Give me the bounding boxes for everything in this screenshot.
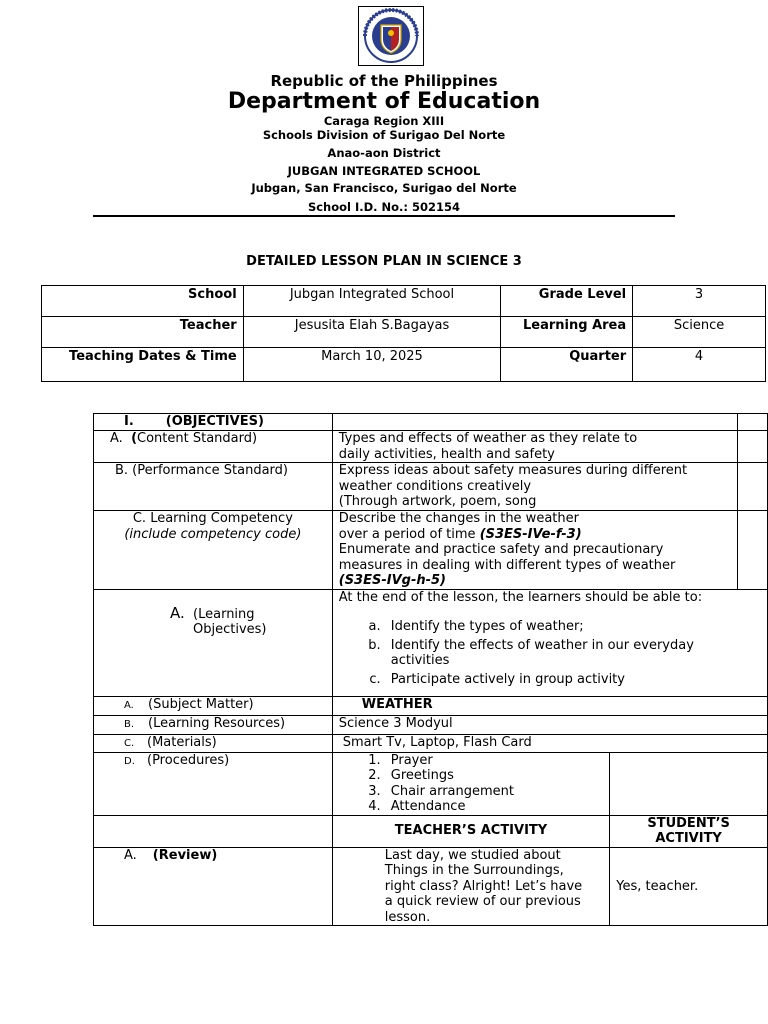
table-row <box>94 589 768 696</box>
competency-code: (S3ES-IVe-f-3) <box>479 526 582 542</box>
competency-code: (S3ES-IVg-h-5) <box>338 573 446 588</box>
content-line: daily activities, health and safety <box>338 446 555 462</box>
teacher-label: Teacher <box>42 317 244 348</box>
table-row <box>94 847 768 926</box>
learning-resources-value: Science 3 Modyul <box>332 715 767 734</box>
division-line: Schools Division of Surigao Del Norte <box>262 128 506 142</box>
school-value: Jubgan Integrated School <box>243 286 501 317</box>
review-teacher-activity: Last day, we studied about Things in the Surroundings, right class? Alright! Let’s have a quick review of our previous lesson. <box>332 847 609 926</box>
address-line: Jubgan, San Francisco, Surigao del Norte <box>251 181 517 195</box>
review-student-activity: Yes, teacher. <box>610 847 768 926</box>
student-activity-header: STUDENT’S ACTIVITY <box>610 815 768 847</box>
activity-header-blank <box>94 815 333 847</box>
deped-seal <box>358 6 424 66</box>
quarter-label: Quarter <box>501 348 633 382</box>
list-item: b. Identify the effects of weather in our everyday activities <box>385 638 741 669</box>
table-row <box>42 317 766 348</box>
procedures-list <box>339 753 603 815</box>
list-item: 4. Attendance <box>385 799 603 815</box>
subject-matter-value: WEATHER <box>332 696 767 715</box>
list-item: a. Identify the types of weather; <box>385 619 741 635</box>
content-line: Types and effects of weather as they relate to <box>338 431 638 446</box>
side-cell <box>738 511 768 590</box>
quarter-value: 4 <box>633 348 766 382</box>
side-cell <box>738 414 768 431</box>
list-item: 2. Greetings <box>385 768 603 784</box>
dates-label: Teaching Dates & Time <box>42 348 244 382</box>
lesson-info-table <box>41 285 766 382</box>
list-item: 3. Chair arrangement <box>385 784 603 800</box>
objectives-heading <box>94 414 333 431</box>
table-row <box>94 696 768 715</box>
content-letter: A. <box>110 431 123 446</box>
learning-resources-label: B. (Learning Resources) <box>94 715 333 734</box>
deped-seal-icon <box>359 7 423 65</box>
lo-letter: A. <box>170 603 185 622</box>
lo-label: Objectives) <box>193 622 267 637</box>
lo-label: (Learning <box>193 606 255 622</box>
competency-line: measures in dealing with different types of weather <box>338 557 676 573</box>
school-name-line: JUBGAN INTEGRATED SCHOOL <box>287 164 481 178</box>
teacher-value: Jesusita Elah S.Bagayas <box>243 317 501 348</box>
table-row <box>94 511 768 590</box>
content-label: Content Standard) <box>137 431 258 446</box>
list-item: 1. Prayer <box>385 753 603 769</box>
review-label: A. (Review) <box>94 847 333 926</box>
table-row <box>94 463 768 511</box>
header-divider <box>93 215 675 217</box>
objectives-blank <box>332 414 737 431</box>
republic-line: Republic of the Philippines <box>270 72 498 90</box>
table-row <box>42 286 766 317</box>
performance-line: (Through artwork, poem, song <box>338 494 537 509</box>
learning-area-value: Science <box>633 317 766 348</box>
performance-standard-label: B. (Performance Standard) <box>94 463 333 511</box>
procedures-label: D. (Procedures) <box>94 752 333 815</box>
district-line: Anao-aon District <box>327 146 441 160</box>
materials-label: C. (Materials) <box>94 734 333 752</box>
objectives-number: I. <box>124 414 134 429</box>
table-row <box>94 734 768 752</box>
competency-label-cell <box>94 511 333 590</box>
procedures-blank <box>610 752 768 815</box>
competency-line: Enumerate and practice safety and precautionary <box>338 542 664 557</box>
table-row <box>94 752 768 815</box>
table-row <box>94 414 768 431</box>
side-cell <box>738 463 768 511</box>
school-id-line: School I.D. No.: 502154 <box>307 200 461 214</box>
dates-value: March 10, 2025 <box>243 348 501 382</box>
region-line: Caraga Region XIII <box>323 114 445 128</box>
content-standard-value <box>332 431 737 463</box>
competency-label: C. Learning Competency <box>132 511 293 526</box>
content-paren: ( <box>131 431 138 446</box>
competency-value <box>332 511 737 590</box>
list-item: c. Participate actively in group activity <box>385 672 741 688</box>
subject-matter-label: A. (Subject Matter) <box>94 696 333 715</box>
department-title: Department of Education <box>227 89 541 114</box>
learning-objectives-label <box>94 589 333 696</box>
table-row <box>94 431 768 463</box>
table-row <box>94 815 768 847</box>
grade-level-label: Grade Level <box>501 286 633 317</box>
school-label: School <box>42 286 244 317</box>
competency-line <box>339 573 731 589</box>
lesson-plan-table <box>93 413 768 926</box>
table-row <box>42 348 766 382</box>
competency-line: over a period of time (S3ES-IVe-f-3) <box>338 526 582 542</box>
materials-value: Smart Tv, Laptop, Flash Card <box>332 734 767 752</box>
lo-list <box>339 619 761 687</box>
learning-area-label: Learning Area <box>501 317 633 348</box>
content-standard-label <box>94 431 333 463</box>
performance-line: Express ideas about safety measures during different <box>338 463 688 478</box>
side-cell <box>738 431 768 463</box>
objectives-label: (OBJECTIVES) <box>165 414 264 429</box>
teacher-activity-header: TEACHER’S ACTIVITY <box>332 815 609 847</box>
performance-standard-value <box>332 463 737 511</box>
grade-level-value: 3 <box>633 286 766 317</box>
lo-intro: At the end of the lesson, the learners should be able to: <box>338 589 703 605</box>
competency-line: Describe the changes in the weather <box>338 511 579 526</box>
table-row <box>94 715 768 734</box>
learning-objectives-value <box>332 589 767 696</box>
performance-line: weather conditions creatively <box>338 478 532 494</box>
document-title: DETAILED LESSON PLAN IN SCIENCE 3 <box>246 254 522 269</box>
procedures-list-cell <box>332 752 609 815</box>
competency-sub: (include competency code) <box>124 526 302 542</box>
